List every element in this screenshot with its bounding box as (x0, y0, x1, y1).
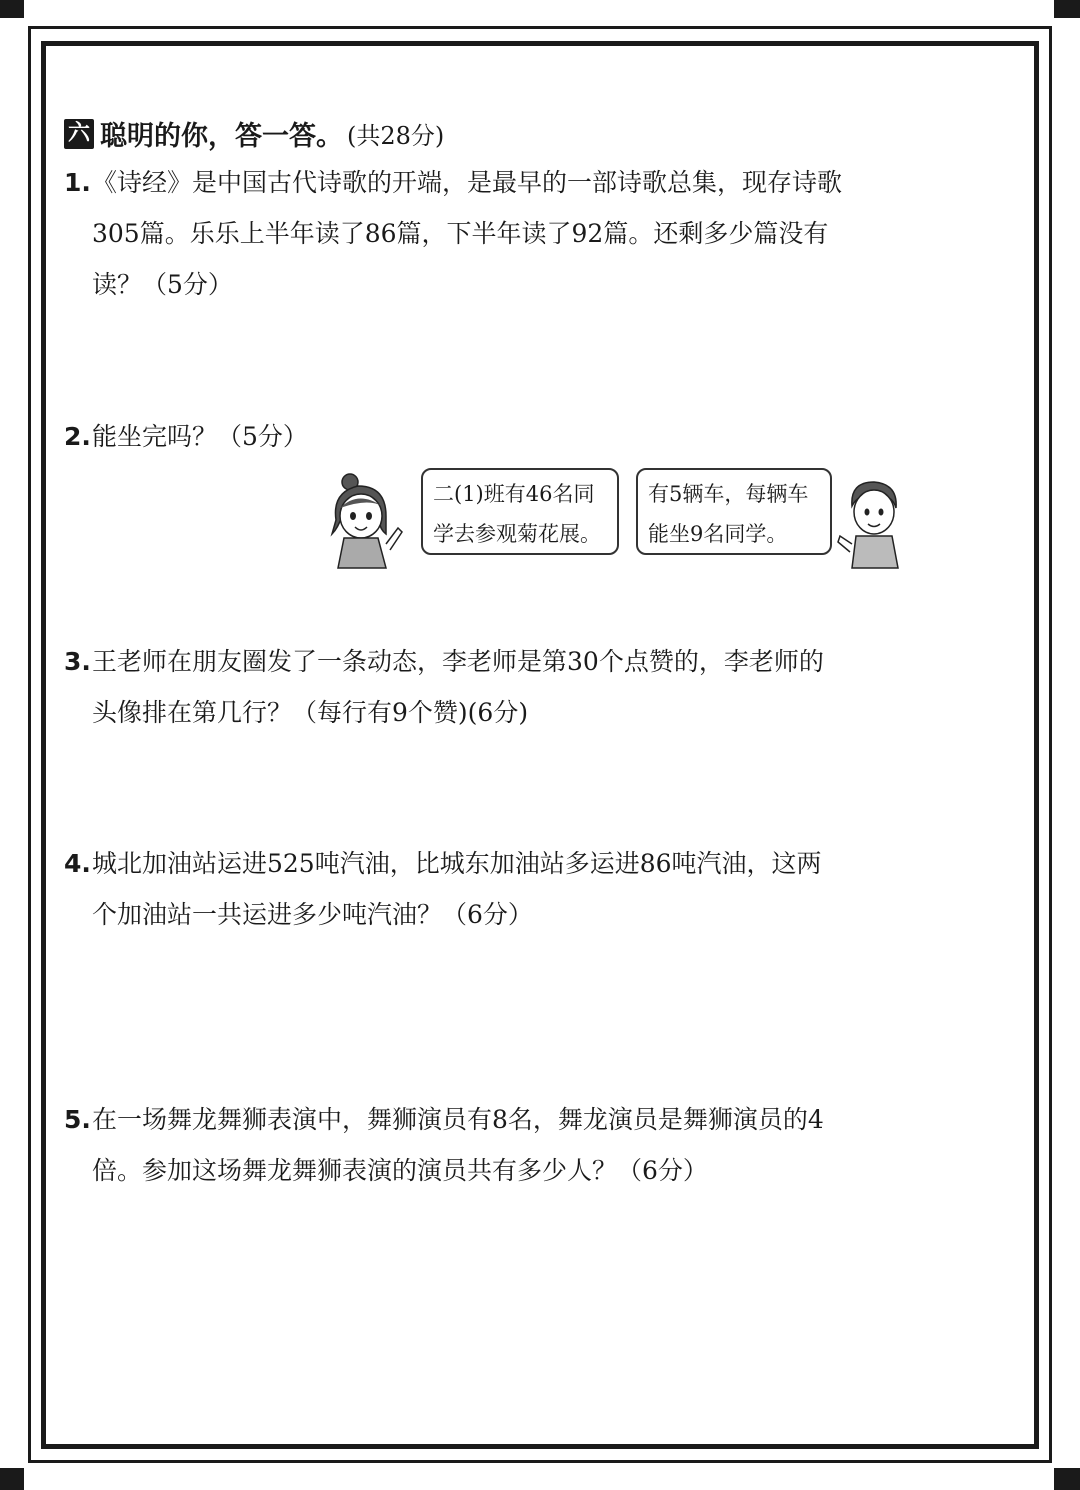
question-text-line: 个加油站一共运进多少吨汽油？（6分） (92, 900, 533, 929)
question-text-line: 305篇。乐乐上半年读了86篇，下半年读了92篇。还剩多少篇没有 (92, 219, 829, 248)
girl-illustration (328, 472, 408, 572)
bubble-line: 二(1)班有46名同 (433, 482, 595, 506)
question-number: 3. (64, 647, 91, 676)
question-5 (64, 1094, 924, 1196)
corner-mark-top-left (0, 0, 24, 18)
question-text-line: 《诗经》是中国古代诗歌的开端，是最早的一部诗歌总集，现存诗歌 (92, 168, 843, 197)
question-text-line: 在一场舞龙舞狮表演中，舞狮演员有8名，舞龙演员是舞狮演员的4 (92, 1105, 824, 1134)
question-2 (64, 411, 924, 462)
boy-illustration (836, 476, 908, 572)
speech-bubble-girl (421, 468, 619, 555)
question-number: 1. (64, 168, 91, 197)
question-text-line: 读？（5分） (92, 270, 233, 299)
corner-mark-bottom-left (0, 1468, 24, 1490)
question-number: 5. (64, 1105, 91, 1134)
bubble-line: 学去参观菊花展。 (433, 522, 601, 546)
bubble-line: 能坐9名同学。 (648, 522, 788, 546)
question-3 (64, 636, 924, 738)
question-1 (64, 157, 924, 310)
question-text-line: 头像排在第几行？（每行有9个赞)(6分) (92, 698, 529, 727)
section-heading (64, 114, 444, 153)
question-text-line: 能坐完吗？（5分） (92, 422, 308, 451)
corner-mark-bottom-right (1054, 1468, 1080, 1490)
question-number: 2. (64, 422, 91, 451)
section-number-badge: 六 (64, 119, 94, 149)
question-number: 4. (64, 849, 91, 878)
section-title: 聪明的你，答一答。 (100, 121, 343, 152)
speech-bubble-boy (636, 468, 832, 555)
question-text-line: 城北加油站运进525吨汽油，比城东加油站多运进86吨汽油，这两 (92, 849, 822, 878)
corner-mark-top-right (1054, 0, 1080, 18)
question-4 (64, 838, 924, 940)
bubble-line: 有5辆车，每辆车 (648, 482, 809, 506)
question-text-line: 王老师在朋友圈发了一条动态，李老师是第30个点赞的，李老师的 (92, 647, 824, 676)
section-score: (共28分) (347, 122, 445, 150)
question-text-line: 倍。参加这场舞龙舞狮表演的演员共有多少人？（6分） (92, 1156, 708, 1185)
